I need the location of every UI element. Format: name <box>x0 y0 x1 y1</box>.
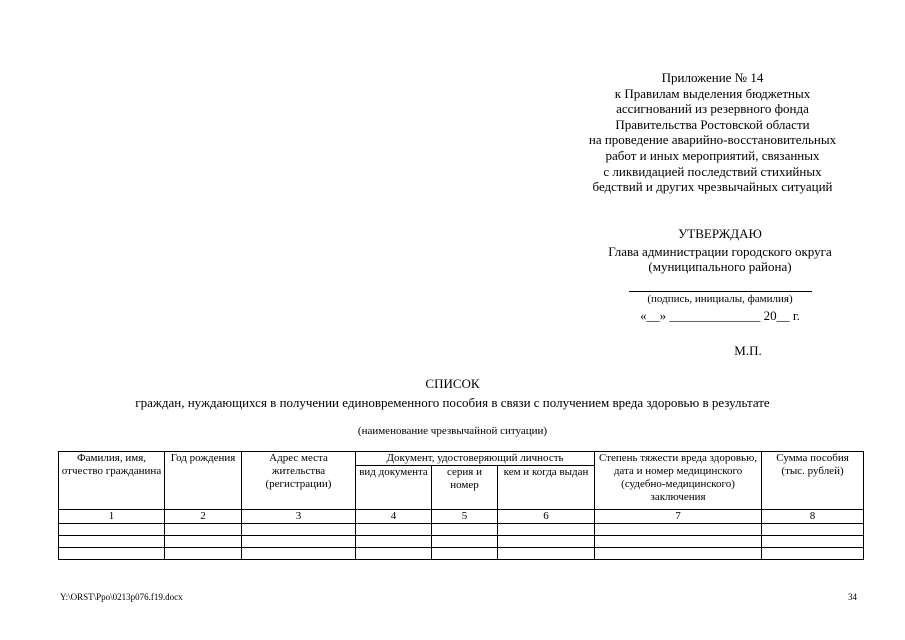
table-header-row <box>59 452 864 466</box>
citizens-table <box>58 451 864 560</box>
header-address: Адрес места жительства (регистрации) <box>242 452 356 510</box>
list-title: СПИСОК <box>425 376 480 391</box>
column-number: 6 <box>498 510 595 524</box>
header-full-name: Фамилия, имя, отчество гражданина <box>59 452 165 510</box>
footer-file-path: Y:\ORST\Ppo\0213p076.f19.docx <box>60 592 183 602</box>
appendix-line: бедствий и других чрезвычайных ситуаций <box>592 179 833 195</box>
approval-position-sub: (муниципального района) <box>648 259 792 275</box>
appendix-line: Правительства Ростовской области <box>615 116 810 132</box>
appendix-line: на проведение аварийно-восстановительных <box>588 132 837 148</box>
header-doc-series: серия и номер <box>432 466 498 510</box>
approval-date-line: «__» ______________ 20__ г. <box>640 307 800 323</box>
column-number-row <box>59 510 864 524</box>
column-number: 4 <box>356 510 432 524</box>
appendix-line: ассигнований из резервного фонда <box>616 101 809 117</box>
approval-position: Глава администрации городского округа <box>608 243 832 259</box>
page-number: 34 <box>848 592 857 602</box>
header-injury: Степень тяжести вреда здоровью, дата и номер медицинского (судебно-медицинского) заключения <box>595 452 762 510</box>
approval-title: УТВЕРЖДАЮ <box>678 226 762 241</box>
appendix-line: Приложение № 14 <box>661 70 764 85</box>
column-number: 5 <box>432 510 498 524</box>
table-row <box>59 536 864 548</box>
appendix-line: к Правилам выделения бюджетных <box>614 85 811 101</box>
appendix-header <box>560 70 865 195</box>
header-doc-type: вид документа <box>356 466 432 510</box>
table-row <box>59 548 864 560</box>
table-row <box>59 524 864 536</box>
header-amount: Сумма пособия (тыс. рублей) <box>762 452 864 510</box>
column-number: 2 <box>165 510 242 524</box>
signature-line <box>629 291 812 292</box>
header-birth-year: Год рождения <box>165 452 242 510</box>
header-document-group: Документ, удостоверяющий личность <box>356 452 595 466</box>
column-number: 3 <box>242 510 356 524</box>
approval-block <box>575 226 865 359</box>
column-number: 7 <box>595 510 762 524</box>
appendix-line: работ и иных мероприятий, связанных <box>605 147 820 163</box>
signature-caption: (подпись, инициалы, фамилия) <box>647 292 793 305</box>
emergency-name-caption: (наименование чрезвычайной ситуации) <box>357 425 548 437</box>
list-subtitle: граждан, нуждающихся в получении единовременного пособия в связи с получением вреда здоровью в результате <box>135 395 770 410</box>
appendix-line: с ликвидацией последствий стихийных <box>603 163 822 179</box>
column-number: 1 <box>59 510 165 524</box>
header-doc-issued: кем и когда выдан <box>498 466 595 510</box>
seal-mark: М.П. <box>734 343 762 359</box>
column-number: 8 <box>762 510 864 524</box>
